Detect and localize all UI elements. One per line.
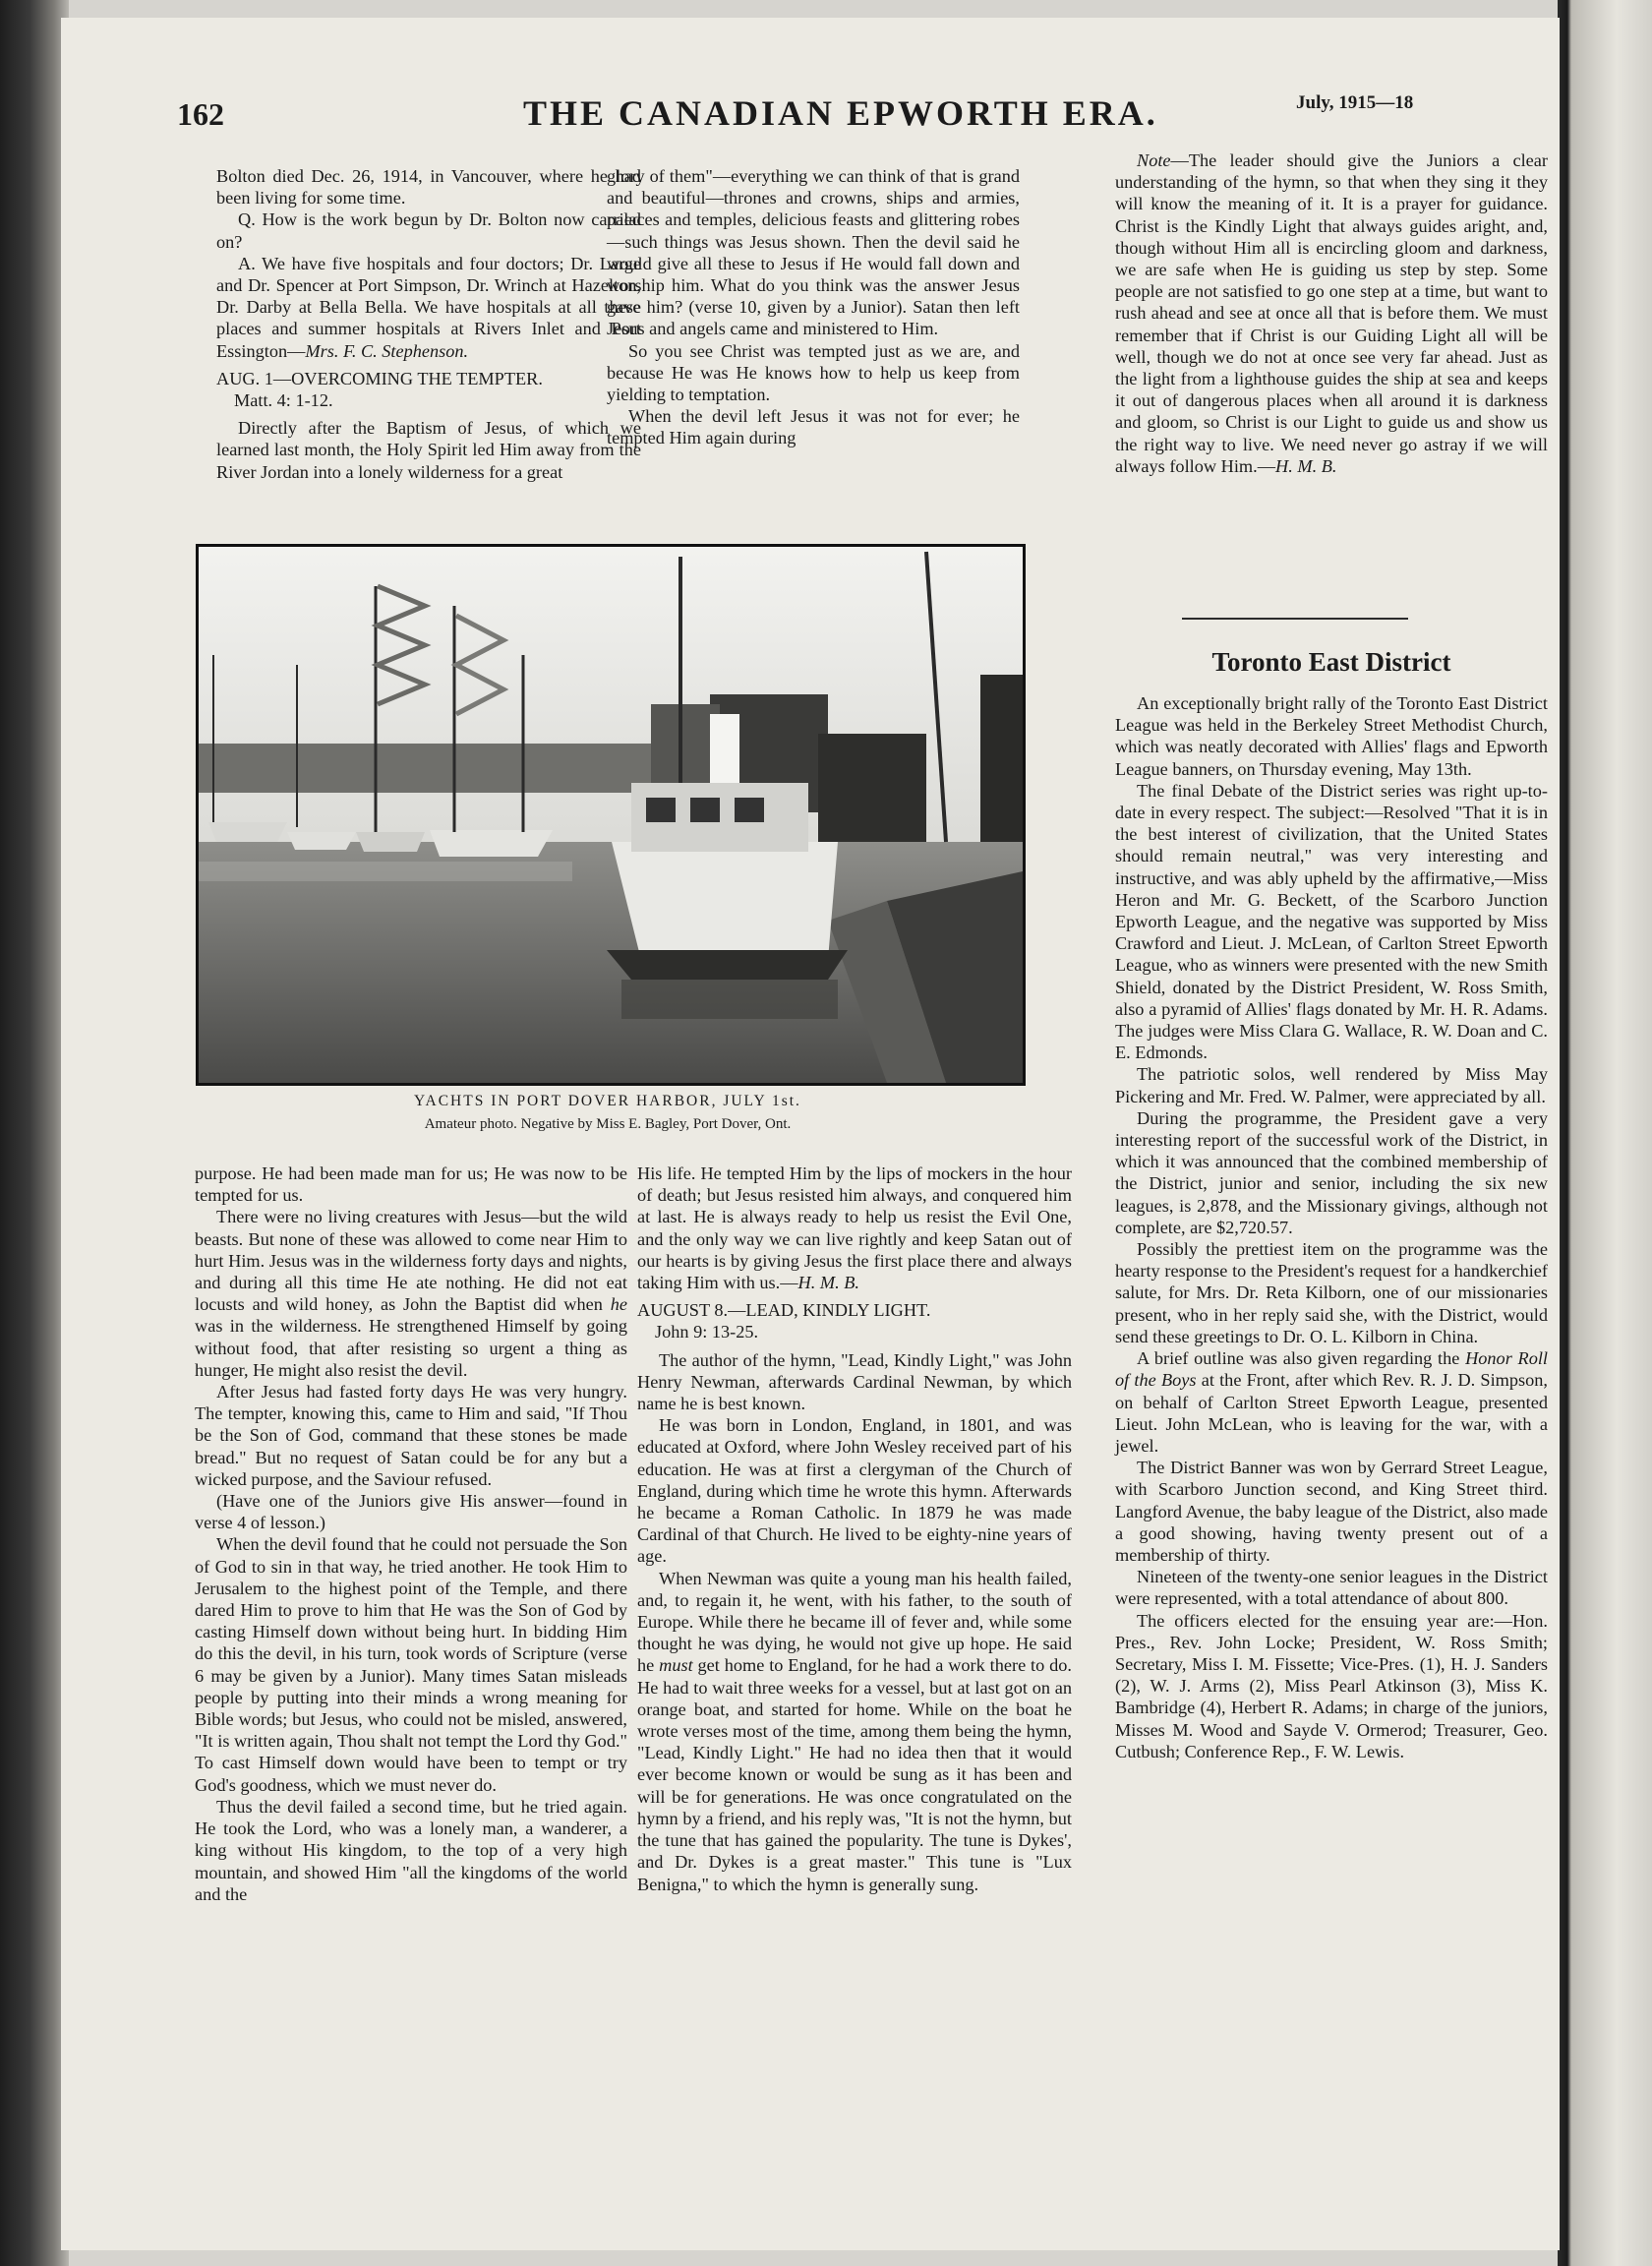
column-bottom-middle xyxy=(637,1163,1072,1895)
paragraph-text: was in the wilderness. He strengthened Himself by going without food, that after resisting so urgent a thing as hunger, He might also resist the devil. xyxy=(195,1316,627,1380)
paragraph-text: When Newman was quite a young man his health failed, and, to regain it, he went, with his father, to the south of Europe. While there he became ill of fever and, while some thought he was dying, he would not give up hope. He said he xyxy=(637,1568,1072,1676)
note-paragraph xyxy=(1115,149,1548,477)
issue-date: July, 1915—18 xyxy=(1296,92,1414,113)
emphasis-text: he xyxy=(610,1294,627,1315)
lesson-reference: Matt. 4: 1-12. xyxy=(234,390,333,411)
section-divider xyxy=(1182,618,1408,620)
paragraph-text: There were no living creatures with Jesus—but the wild beasts. But none of these was allowed to come near Him to hurt Him. Jesus was in the wilderness forty days and nights, and during all this time He ate nothing. He did not eat locusts and wild honey, as John the Baptist did when xyxy=(195,1207,627,1315)
paragraph: When the devil found that he could not persuade the Son of God to sin in that way, he tried another. He took Him to Jerusalem to the highest point of the Temple, and there dared Him to prove to him that He was the Son of God by casting Himself down without being hurt. In bidding Him do this the devil, in his turn, took words of Scripture (verse 6 may be given by a Junior). Many times Satan misleads people by putting into their minds a wrong meaning for Bible words; but Jesus, who could not be misled, answered, "It is written again, Thou shalt not tempt the Lord thy God." To cast Himself down would have been to tempt or try God's goodness, which we must never do. xyxy=(195,1534,627,1795)
paragraph xyxy=(195,1206,627,1381)
paragraph-text: A brief outline was also given regarding the xyxy=(1137,1348,1466,1369)
lesson-title: AUG. 1—OVERCOMING THE TEMPTER. xyxy=(216,368,543,388)
district-article xyxy=(1115,692,1548,1762)
paragraph: The District Banner was won by Gerrard Street League, with Scarboro Junction second, and King Street third. Langford Avenue, the baby league of the District, also made a good showing, having twenty present out of a membership of thirty. xyxy=(1115,1458,1548,1565)
paragraph: An exceptionally bright rally of the Toronto East District League was held in the Berkeley Street Methodist Church, which was neatly decorated with Allies' flags and Epworth League banners, on Thursday evening, May 13th. xyxy=(1115,693,1548,779)
photo-credit: Amateur photo. Negative by Miss E. Bagley, Port Dover, Ont. xyxy=(424,1116,792,1132)
publication-title: THE CANADIAN EPWORTH ERA. xyxy=(523,93,1158,133)
note-label: Note xyxy=(1137,150,1171,170)
paragraph-text: His life. He tempted Him by the lips of mockers in the hour of death; but Jesus resisted him always, and conquered him at last. He is always ready to help us resist the Evil One, and the only way we can live rightly and keep Satan out of our hearts is by giving Jesus the first place there and always taking Him with us.— xyxy=(637,1163,1072,1293)
column-top-left xyxy=(216,165,641,483)
column-top-middle xyxy=(607,165,1020,449)
page-header xyxy=(61,85,1560,144)
section-title: Toronto East District xyxy=(1211,647,1451,677)
paragraph: Bolton died Dec. 26, 1914, in Vancouver, where he had been living for some time. xyxy=(216,166,641,209)
paragraph: The patriotic solos, well rendered by Miss May Pickering and Mr. Fred. W. Palmer, were appreciated by all. xyxy=(1115,1064,1548,1106)
emphasis-text: must xyxy=(659,1655,693,1676)
paragraph: glory of them"—everything we can think of that is grand and beautiful—thrones and crowns, ships and armies, palaces and temples, delicious feasts and glittering robes—such things was Jesus shown. Then the devil said he would give all these to Jesus if He would fall down and worship him. What do you think was the answer Jesus gave him? (verse 10, given by a Junior). Satan then left Jesus and angels came and ministered to Him. xyxy=(607,166,1020,339)
lesson-heading xyxy=(637,1299,1072,1342)
paragraph: Thus the devil failed a second time, but he tried again. He took the Lord, who was a lonely man, a wanderer, a king without His kingdom, to the top of a very high mountain, and showed Him "all the kingdoms of the world and the xyxy=(195,1796,627,1904)
magazine-page xyxy=(61,18,1560,2250)
paragraph-text: A. We have five hospitals and four doctors; Dr. Large and Dr. Spencer at Port Simpson, Dr. Wrinch at Hazelton, Dr. Darby at Bella Bella. We have hospitals at all these places and summer hospitals at Rivers Inlet and Port Essington— xyxy=(216,253,641,361)
paragraph: The officers elected for the ensuing year are:—Hon. Pres., Rev. John Locke; President, W. Ross Smith; Secretary, Miss I. M. Fissette; Vice-Pres. (1), H. J. Sanders (2), W. J. Arms (2), Miss Pearl Atkinson (3), Miss K. Bambridge (4), Herbert R. Adams; in charge of the juniors, Misses M. Wood and Sayde V. Ormerod; Treasurer, Geo. Cutbush; Conference Rep., F. W. Lewis. xyxy=(1115,1610,1548,1761)
book-binding-gutter xyxy=(0,0,69,2266)
paragraph-text: at the Front, after which Rev. R. J. D. Simpson, on behalf of Carlton Street Epworth League, presented Lieut. John McLean, who is leaving for the war, with a jewel. xyxy=(1115,1370,1549,1456)
paragraph: He was born in London, England, in 1801, and was educated at Oxford, where John Wesley received part of his education. He was at first a clergyman of the Church of England, during which time he wrote this hymn. Afterwards he became a Roman Catholic. In 1879 he was made Cardinal of that Church. He lived to be eighty-nine years of age. xyxy=(637,1415,1072,1567)
paragraph xyxy=(637,1163,1072,1293)
paragraph: purpose. He had been made man for us; He was now to be tempted for us. xyxy=(195,1163,627,1206)
column-bottom-left xyxy=(195,1163,627,1905)
paragraph-text: get home to England, for he had a work there to do. He had to wait three weeks for a vessel, but at last got on an orange boat, and started for home. While on the boat he wrote verses most of the time, among them being the hymn, "Lead, Kindly Light." He had no idea then that it would ever become known or would be sung as it has been and will be for generations. He was once congratulated on the hymn by a friend, and his reply was, "It is not the hymn, but the tune that has gained the popularity. The tune is Dykes', and Dr. Dykes is a great master." This tune is "Lux Benigna," to which the hymn is generally sung. xyxy=(637,1655,1072,1894)
lesson-heading xyxy=(216,368,641,411)
paragraph xyxy=(637,1568,1072,1895)
paragraph: The final Debate of the District series was right up-to-date in every respect. The subject:—Resolved "That it is in the best interest of civilization, that the United States should remain neutral," was very interesting and instructive, and was ably upheld by the affirmative,—Miss Heron and Mr. G. Beckett, of the Scarboro Junction Epworth League, and the negative was supported by Miss Crawford and Lieut. J. McLean, of Carlton Street Epworth League, who as winners were presented with the new Smith Shield, donated by the District President, W. Ross Smith, also a pyramid of Allies' flags donated by Mr. H. R. Adams. The judges were Miss Clara G. Wallace, R. W. Doan and C. E. Edmonds. xyxy=(1115,780,1548,1063)
signature: H. M. B. xyxy=(797,1273,859,1293)
note-text: —The leader should give the Juniors a clear understanding of the hymn, so that when they sing it they will know the meaning of it. It is a prayer for guidance. Christ is the Kindly Light that always guides aright, and, though without Him all is encircling gloom and darkness, we are safe when He is guiding us step by step. Some people are not satisfied to go one step at a time, but want to rush ahead and see at once all that is before them. We must remember that if Christ is our Guiding Light all will be well, though we do not at once see very far ahead. Just as the light from a lighthouse guides the ship at sea and keeps it out of dangerous places when all around it is darkness and gloom, so Christ is our Light to guide us and show us the right way to live. We need never go astray if we will always follow Him.— xyxy=(1115,150,1548,476)
signature: H. M. B. xyxy=(1275,455,1337,476)
paragraph: Nineteen of the twenty-one senior leagues in the District were represented, with a total attendance of about 800. xyxy=(1115,1567,1548,1609)
lesson-reference: John 9: 13-25. xyxy=(655,1322,759,1342)
paragraph: When the devil left Jesus it was not for ever; he tempted Him again during xyxy=(607,406,1020,448)
paragraph: The author of the hymn, "Lead, Kindly Light," was John Henry Newman, afterwards Cardinal Newman, by which name he is best known. xyxy=(637,1349,1072,1414)
paragraph: Directly after the Baptism of Jesus, of which we learned last month, the Holy Spirit led Him away from the River Jordan into a lonely wilderness for a great xyxy=(216,418,641,482)
paragraph xyxy=(1115,1347,1548,1457)
harbor-photograph xyxy=(196,544,1026,1086)
lesson-title: AUGUST 8.—LEAD, KINDLY LIGHT. xyxy=(637,1300,931,1321)
paragraph: Q. How is the work begun by Dr. Bolton now carried on? xyxy=(216,209,641,252)
paragraph: So you see Christ was tempted just as we are, and because He was He knows how to help us keep from yielding to temptation. xyxy=(607,340,1020,405)
photo-caption: YACHTS IN PORT DOVER HARBOR, JULY 1st. xyxy=(414,1093,801,1109)
page-number: 162 xyxy=(177,96,224,132)
next-page-edge xyxy=(1558,0,1652,2266)
paragraph: Possibly the prettiest item on the programme was the hearty response to the President's request for a handkerchief salute, for Mrs. Dr. Reta Kilborn, one of our missionaries present, who in her reply said she, with the District, would send these greetings to Dr. O. L. Kilborn in China. xyxy=(1115,1239,1548,1346)
paragraph: After Jesus had fasted forty days He was very hungry. The tempter, knowing this, came to Him and said, "If Thou be the Son of God, command that these stones be made bread." But no request of Satan could be for any but a wicked purpose, and the Saviour refused. xyxy=(195,1382,627,1489)
column-top-right xyxy=(1115,149,1548,477)
paragraph: (Have one of the Juniors give His answer—found in verse 4 of lesson.) xyxy=(195,1491,627,1533)
paragraph xyxy=(216,253,641,362)
signature: Mrs. F. C. Stephenson. xyxy=(305,340,469,361)
paragraph: During the programme, the President gave a very interesting report of the successful work of the District, in which it was announced that the combined membership of the District, junior and senior, including the six new leagues, is 2,878, and the Missionary givings, although not complete, are $2,720.57. xyxy=(1115,1107,1548,1237)
yachts-harbor-image xyxy=(199,547,1023,1083)
emphasis-text: Honor Roll of the Boys xyxy=(1115,1348,1548,1391)
